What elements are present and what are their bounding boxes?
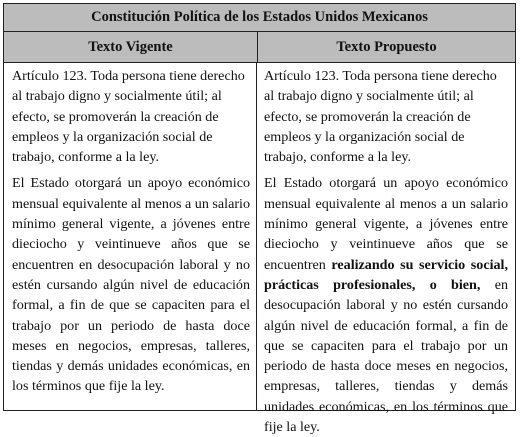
propuesto-paragraph-1: Artículo 123. Toda persona tiene derecho al trabajo digno y socialmente útil; al efecto, se promoverán la creación de empleos y la organización social de trabajo, conforme a la ley. [264,68,497,166]
body-row [4,63,515,436]
comparison-table [3,3,516,436]
header-texto-vigente: Texto Vigente [4,32,258,62]
table-title: Constitución Política de los Estados Unidos Mexicanos [4,4,515,32]
propuesto-column [257,63,514,436]
header-texto-propuesto: Texto Propuesto [336,38,437,55]
vigente-column [4,63,257,410]
propuesto-text-part-1: El Estado otorgará un apoyo económico mensual equivalente al menos a un salario mínimo general vigente, a jóvenes entre dieciocho y veintinueve años que se encuentren [264,175,508,273]
header-row [4,32,515,63]
vigente-paragraph-1: Artículo 123. Toda persona tiene derecho al trabajo digno y socialmente útil; al efecto, se promoverán la creación de empleos y la organización social de trabajo, conforme a la ley. [12,68,245,166]
propuesto-paragraph-2 [264,173,508,437]
vigente-paragraph-2: El Estado otorgará un apoyo económico mensual equivalente al menos a un salario mínimo general vigente, a jóvenes entre dieciocho y veintinueve años que se encuentren en desocupación laboral y no estén cursando algún nivel de educación formal, a fin de que se capaciten para el trabajo por un periodo de hasta doce meses en negocios, empresas, talleres, tiendas y demás unidades económicas, en los términos que fije la ley. [12,175,250,395]
propuesto-added-text: realizando su servicio social, prácticas profesionales, o bien, [264,256,509,293]
propuesto-text-part-2: en desocupación laboral y no estén cursando algún nivel de educación formal, a fin de que se capaciten para el trabajo por un periodo de hasta doce meses en negocios, empresas, talleres, tiendas y demás unidades económicas, en los términos que fije la ley. [264,276,508,436]
